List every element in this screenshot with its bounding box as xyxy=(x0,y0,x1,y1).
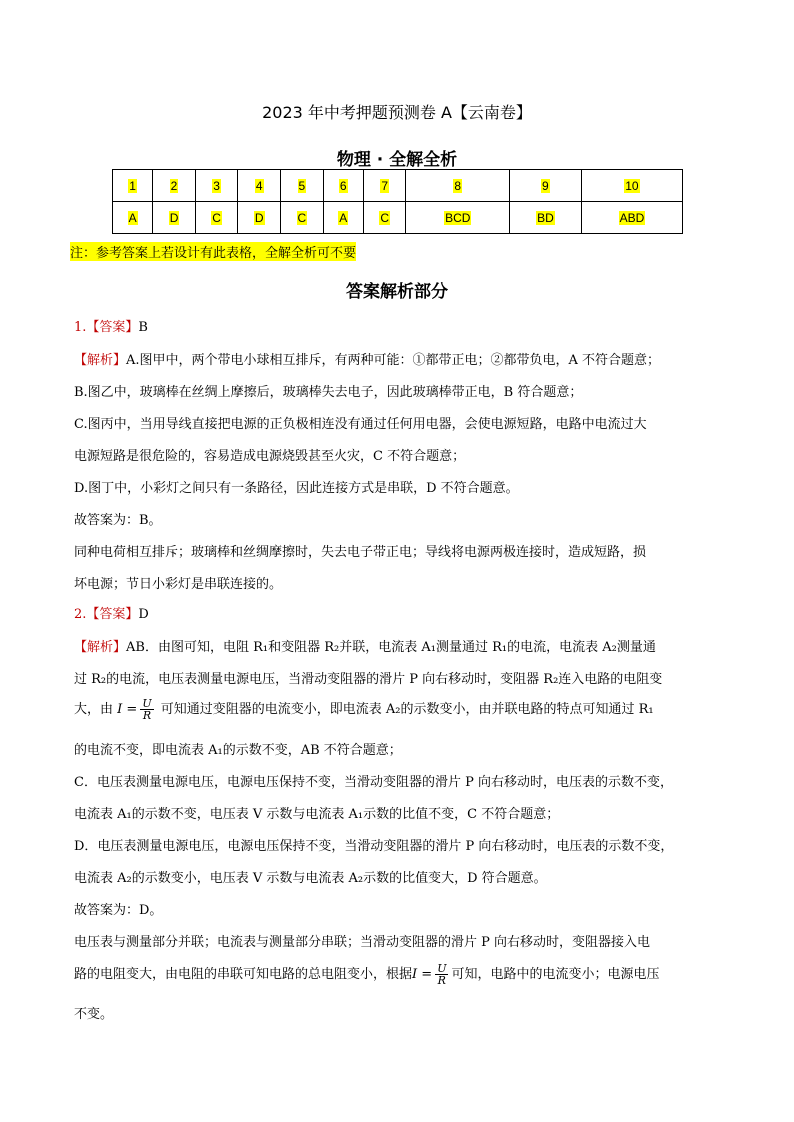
q2-formula-line xyxy=(74,698,654,721)
q1-text-line: B.图乙中，玻璃棒在丝绸上摩擦后，玻璃棒失去电子，因此玻璃棒带正电，B 符合题意； xyxy=(74,385,583,400)
answer-value: BD xyxy=(537,210,554,225)
question-number: 2 xyxy=(170,178,178,193)
question-number: 10 xyxy=(625,178,639,193)
table-note: 注：参考答案上若设计有此表格，全解全析可不要 xyxy=(70,242,356,261)
q2-analysis-line xyxy=(74,636,656,655)
answer-value: C xyxy=(212,210,221,225)
table-cell xyxy=(509,170,581,202)
formula-fraction xyxy=(140,698,153,721)
q1-analysis-line xyxy=(74,349,660,368)
answer-table-answer-row xyxy=(113,202,683,234)
question-number: 1 xyxy=(129,178,136,193)
question-number: 3 xyxy=(213,178,220,193)
formula-denominator: R xyxy=(142,709,152,722)
q1-number: 1. xyxy=(74,320,87,335)
q1-text-line: D.图丁中，小彩灯之间只有一条路径，因此连接方式是串联，D 不符合题意。 xyxy=(74,481,519,496)
q2-text: 可知，电路中的电流变小；电源电压 xyxy=(451,967,660,982)
question-number: 6 xyxy=(339,178,347,193)
q2-summary-formula-line xyxy=(74,963,659,986)
q2-summary-line: 电压表与测量部分并联；电流表与测量部分串联；当滑动变阻器的滑片 P 向右移动时，变阻器接入电 xyxy=(74,935,651,950)
table-cell xyxy=(581,202,682,234)
q1-summary-line: 同种电荷相互排斥；玻璃棒和丝绸摩擦时，失去电子带正电；导线将电源两极连接时，造成短路，损 xyxy=(74,545,647,560)
table-cell xyxy=(281,202,324,234)
table-cell xyxy=(195,170,238,202)
answer-value: C xyxy=(297,210,307,225)
question-number: 8 xyxy=(454,178,462,193)
page-subtitle: 物理 · 全解全析 xyxy=(336,150,458,170)
table-cell xyxy=(363,170,406,202)
table-cell xyxy=(581,170,682,202)
page-title: 2023 年中考押题预测卷 A【云南卷】 xyxy=(262,103,532,122)
table-cell xyxy=(406,202,510,234)
q2-text-line: 电流表 A₁的示数不变，电压表 V 示数与电流表 A₁示数的比值不变，C 不符合题意； xyxy=(74,807,560,822)
table-cell xyxy=(363,202,406,234)
q1-answer-tag: 【答案】 xyxy=(86,320,139,335)
table-cell xyxy=(195,202,238,234)
table-cell xyxy=(238,202,281,234)
question-number: 7 xyxy=(381,178,389,193)
q2-text-line: C．电压表测量电源电压，电源电压保持不变，当滑动变阻器的滑片 P 向右移动时，电压表的示数不变， xyxy=(74,775,673,790)
table-cell xyxy=(238,170,281,202)
answer-value: A xyxy=(128,210,137,225)
q2-text: AB．由图可知，电阻 R₁和变阻器 R₂并联，电流表 A₁测量通过 R₁的电流，电流表 A₂测量通 xyxy=(126,640,656,655)
formula-denominator: R xyxy=(437,974,446,987)
q2-answer-heading xyxy=(74,603,149,622)
q2-number: 2. xyxy=(74,607,87,622)
q2-summary-line: 不变。 xyxy=(74,1007,114,1022)
table-cell xyxy=(113,170,153,202)
q1-answer-heading xyxy=(74,316,148,335)
q1-text-line: 电源短路是很危险的，容易造成电源烧毁甚至火灾，C 不符合题意； xyxy=(74,449,466,464)
q2-analysis-tag: 【解析】 xyxy=(74,640,127,655)
q2-text-line: D．电压表测量电源电压，电源电压保持不变，当滑动变阻器的滑片 P 向右移动时，电压表的示数不变， xyxy=(74,839,674,854)
q2-answer-tag: 【答案】 xyxy=(86,607,139,622)
answer-value: BCD xyxy=(445,210,471,225)
table-cell xyxy=(406,170,510,202)
q2-conclusion: 故答案为：D。 xyxy=(74,903,163,918)
question-number: 4 xyxy=(255,178,263,193)
q1-analysis-tag: 【解析】 xyxy=(74,353,127,368)
question-number: 5 xyxy=(298,178,306,193)
q2-text: 可知通过变阻器的电流变小，即电流表 A₂的示数变小，由并联电路的特点可知通过 R₁ xyxy=(160,702,654,717)
q2-text-line: 过 R₂的电流，电压表测量电源电压，当滑动变阻器的滑片 P 向右移动时，变阻器 R₂连入电路的电阻变 xyxy=(74,672,663,687)
answer-value: A xyxy=(339,210,348,225)
answer-value: D xyxy=(169,210,179,225)
answer-table xyxy=(112,169,683,234)
q2-text: 路的电阻变大，由电阻的串联可知电路的总电阻变小，根据 xyxy=(74,967,413,982)
formula-numerator: U xyxy=(142,697,152,710)
q1-answer-value: B xyxy=(138,320,148,335)
table-cell xyxy=(509,202,581,234)
table-cell xyxy=(113,202,153,234)
formula-numerator: U xyxy=(437,962,447,975)
question-number: 9 xyxy=(542,178,549,193)
table-cell xyxy=(323,202,363,234)
q2-text: 大，由 xyxy=(74,702,114,717)
q1-conclusion: 故答案为：B。 xyxy=(74,513,162,528)
answer-value: C xyxy=(380,210,390,225)
formula-fraction xyxy=(435,963,448,986)
section-title: 答案解析部分 xyxy=(346,282,448,302)
answer-value: D xyxy=(254,210,264,225)
answer-table-number-row xyxy=(113,170,683,202)
table-cell xyxy=(323,170,363,202)
table-cell xyxy=(153,170,196,202)
q1-text: A.图甲中，两个带电小球相互排斥，有两种可能：①都带正电；②都带负电，A 不符合题意； xyxy=(126,353,661,368)
table-cell xyxy=(153,202,196,234)
q2-text-line: 的电流不变，即电流表 A₁的示数不变，AB 不符合题意； xyxy=(74,743,402,758)
q2-answer-value: D xyxy=(138,607,149,622)
q1-text-line: C.图丙中，当用导线直接把电源的正负极相连没有通过任何用电器，会使电源短路，电路中电流过大 xyxy=(74,417,647,432)
formula-lhs: I = xyxy=(117,702,138,717)
formula-lhs: I = xyxy=(412,967,433,982)
table-cell xyxy=(281,170,324,202)
q1-summary-line: 坏电源；节日小彩灯是串联连接的。 xyxy=(74,577,283,592)
q2-text-line: 电流表 A₂的示数变小，电压表 V 示数与电流表 A₂示数的比值变大，D 符合题意。 xyxy=(74,871,547,886)
answer-value: ABD xyxy=(619,210,645,225)
